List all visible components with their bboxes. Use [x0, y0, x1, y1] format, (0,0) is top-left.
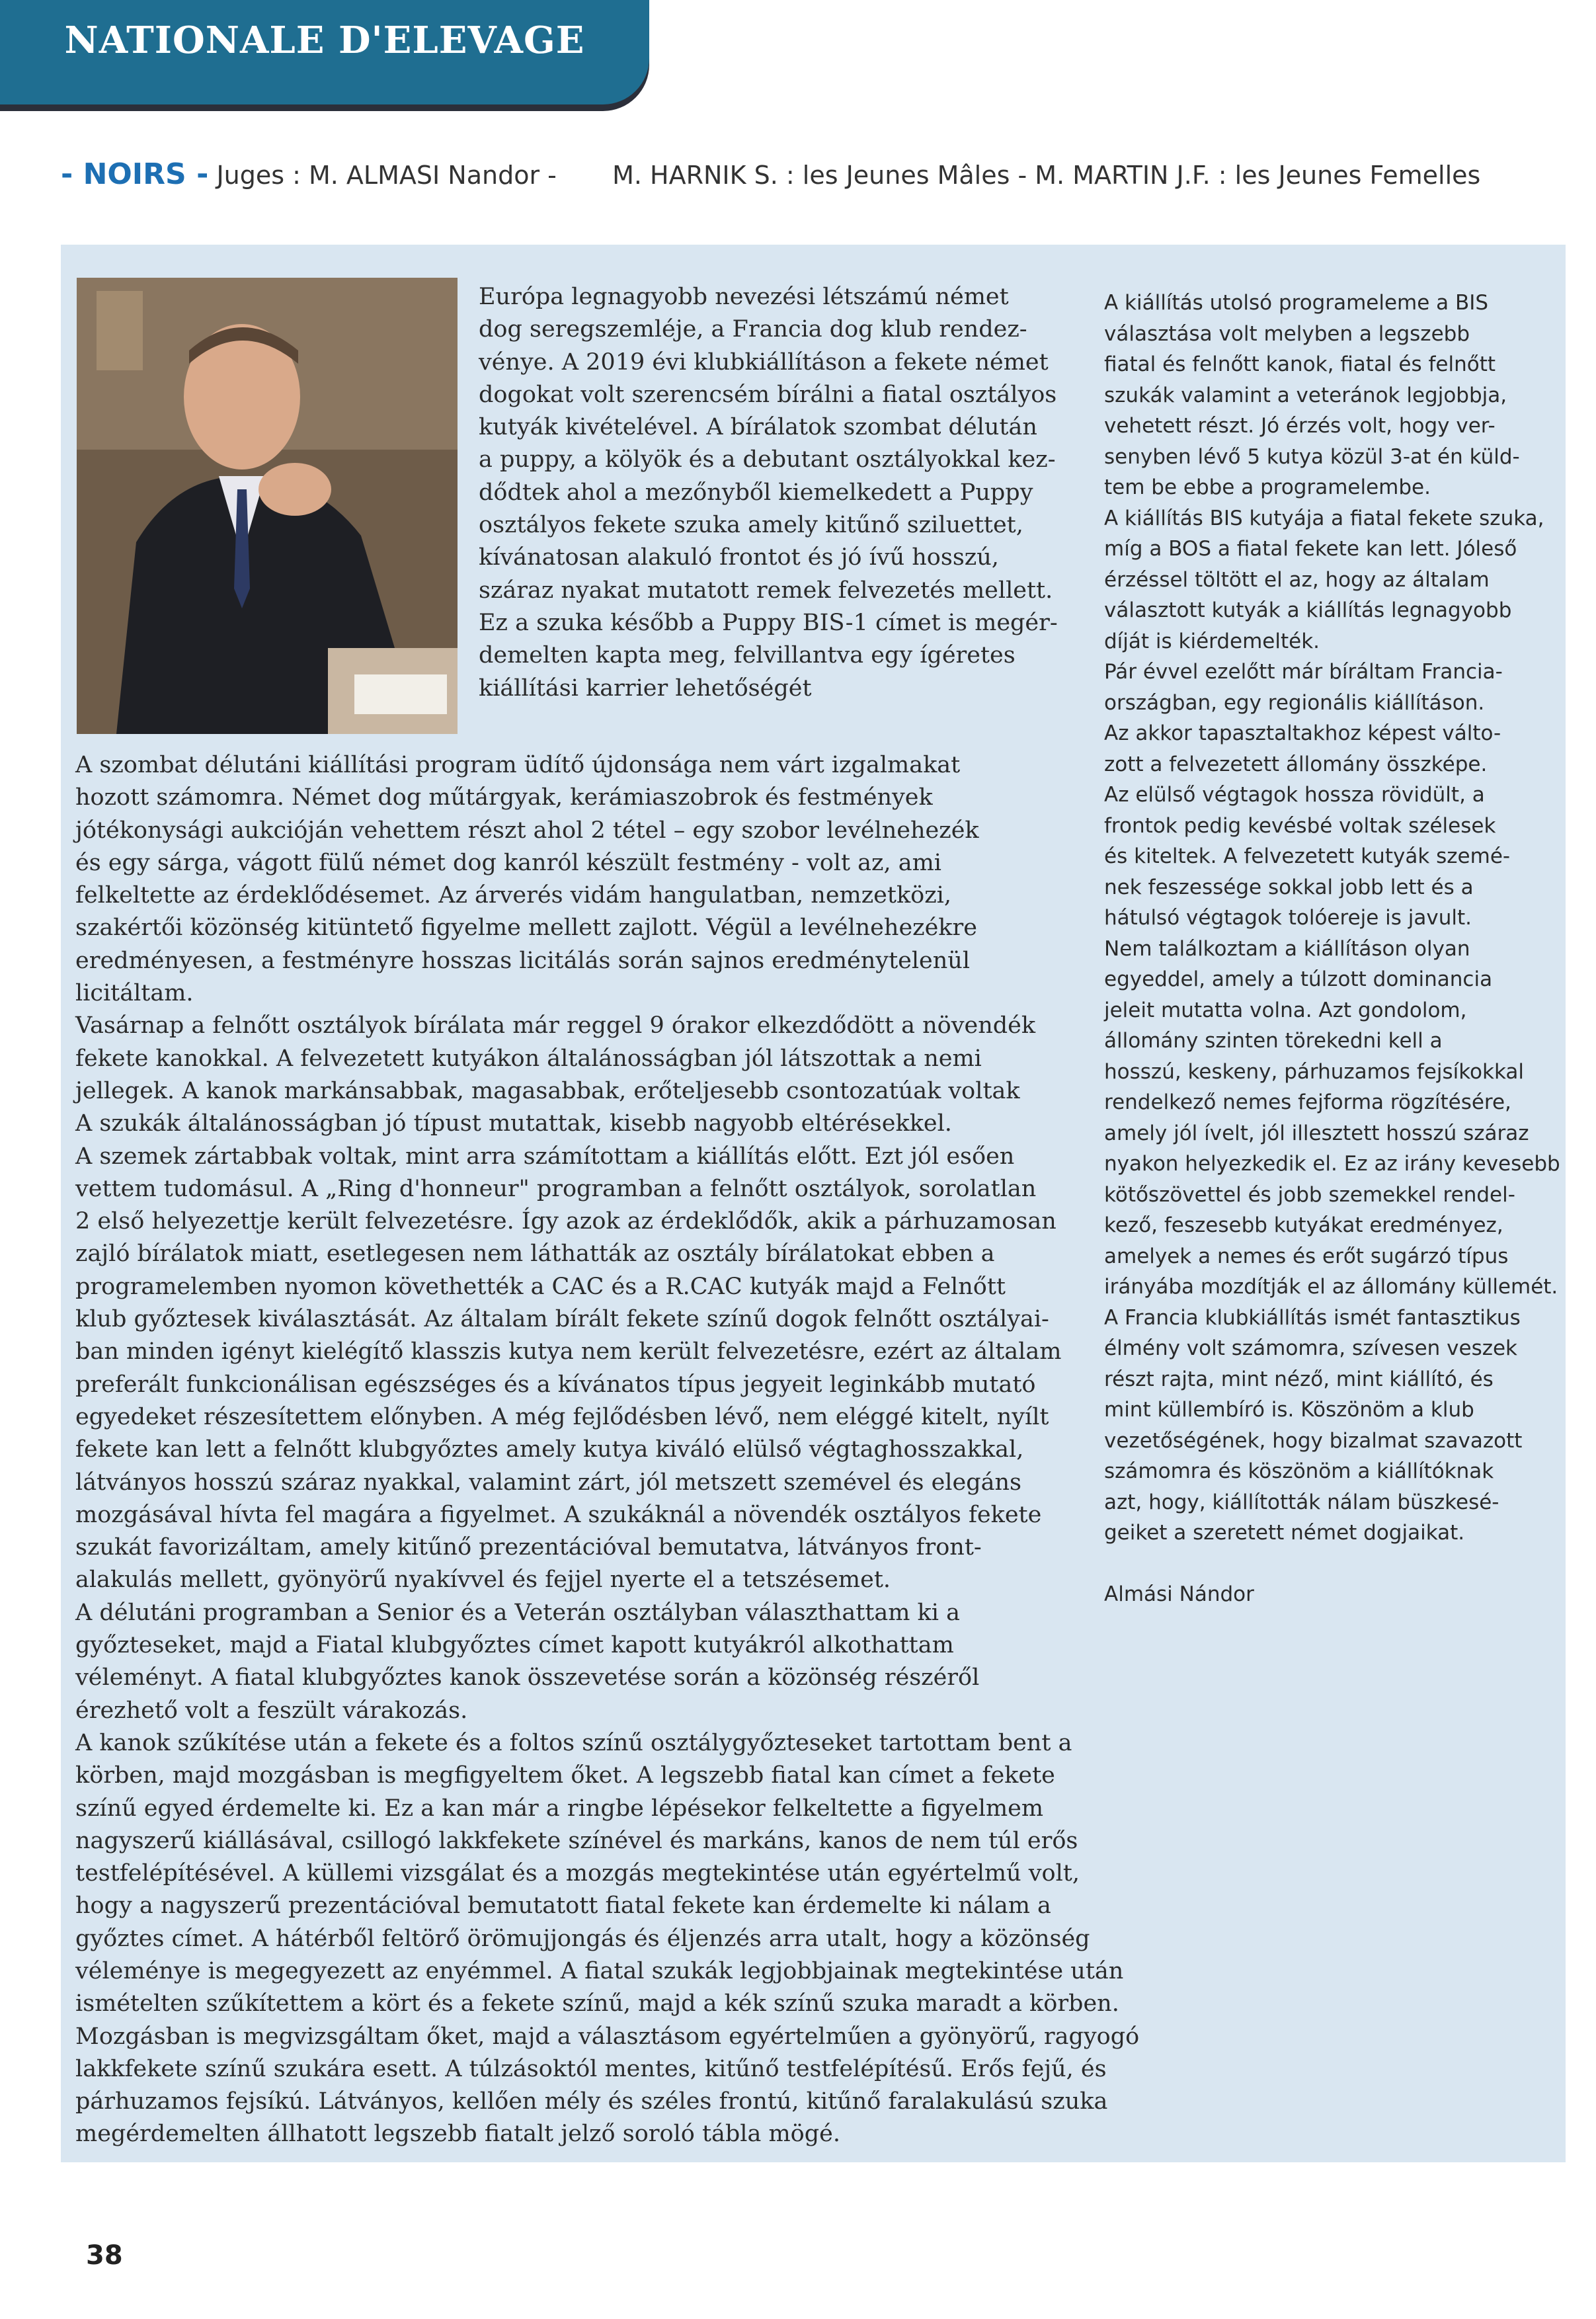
text-line: vezetőségének, hogy bizalmat szavazott — [1104, 1428, 1523, 1453]
section-label: - NOIRS - — [61, 157, 209, 191]
text-line: azt, hogy, kiállították nálam büszkesé- — [1104, 1490, 1499, 1514]
text-line: és kiteltek. A felvezetett kutyák szemé- — [1104, 844, 1511, 868]
text-line: dődtek ahol a mezőnyből kiemelkedett a Puppy — [479, 479, 1033, 506]
text-line: színű egyed érdemelte ki. Ez a kan már a ringbe lépésekor felkeltette a figyelmem — [75, 1795, 1044, 1822]
text-line: Az elülső végtagok hossza rövidült, a — [1104, 783, 1485, 807]
judges-part2: M. HARNIK S. : les Jeunes Mâles - M. MARTIN J.F. : les Jeunes Femelles — [612, 161, 1481, 190]
text-line: állomány szinten törekedni kell a — [1104, 1029, 1443, 1053]
text-line: amely jól ívelt, jól illesztett hosszú száraz — [1104, 1121, 1529, 1145]
text-line: A szemek zártabbak voltak, mint arra számítottam a kiállítás előtt. Ezt jól esően — [75, 1143, 1015, 1170]
text-line: nagyszerű kiállásával, csillogó lakkfekete színével és markáns, kanos de nem túl erős — [75, 1827, 1078, 1854]
text-line: nyakon helyezkedik el. Ez az irány kevesebb — [1104, 1152, 1560, 1176]
text-line: és egy sárga, vágott fülű német dog kanról készült festmény - volt az, ami — [75, 849, 941, 876]
text-line: szakértői közönség kitüntető figyelme mellett zajlott. Végül a levélnehezékre — [75, 915, 977, 942]
text-line: felkeltette az érdeklődésemet. Az árverés vidám hangulatban, nemzetközi, — [75, 882, 951, 909]
text-line: testfelépítésével. A küllemi vizsgálat és a mozgás megtekintése után egyértelmű volt, — [75, 1860, 1080, 1887]
text-line: véleménye is megegyezett az enyémmel. A fiatal szukák legjobbjainak megtekintése után — [75, 1957, 1124, 1984]
text-line — [1104, 1549, 1560, 1580]
text-line: megérdemelten állhatott legszebb fiatalt jelző soroló tábla mögé. — [75, 2121, 840, 2148]
text-line: alakulás mellett, gyönyörű nyakívvel és fejjel nyerte el a tetszésemet. — [75, 1566, 891, 1594]
judges-line — [61, 157, 1480, 191]
text-line: fiatal és felnőtt kanok, fiatal és felnőtt — [1104, 352, 1496, 376]
text-line: élmény volt számomra, szívesen veszek — [1104, 1336, 1518, 1360]
text-line: választott kutyák a kiállítás legnagyobb — [1104, 598, 1512, 622]
text-line: míg a BOS a fiatal fekete kan lett. Jóleső — [1104, 537, 1517, 561]
text-line: jellegek. A kanok markánsabbak, magasabbak, erőteljesebb csontozatúak voltak — [75, 1077, 1020, 1104]
text-line: érzéssel töltött el az, hogy az általam — [1104, 567, 1490, 592]
text-line: Pár évvel ezelőtt már bíráltam Francia- — [1104, 660, 1503, 684]
text-line: szukák valamint a veteránok legjobbja, — [1104, 383, 1507, 407]
page-title: NATIONALE D'ELEVAGE — [64, 19, 585, 62]
text-line: A délutáni programban a Senior és a Veterán osztályban választhattam ki a — [75, 1599, 960, 1626]
text-line: osztályos fekete szuka amely kitűnő sziluettet, — [479, 512, 1023, 539]
side-column-text — [1104, 288, 1560, 1610]
text-line: A kiállítás utolsó programeleme a BIS — [1104, 291, 1489, 315]
text-line: Az akkor tapasztaltakhoz képest válto- — [1104, 721, 1501, 745]
text-line: fekete kan lett a felnőtt klubgyőztes amely kutya kiváló elülső végtaghosszakkal, — [75, 1436, 1024, 1463]
intro-text — [479, 281, 1058, 705]
text-line: A szukák általánosságban jó típust mutattak, kisebb nagyobb eltérésekkel. — [75, 1110, 952, 1137]
text-line: licitáltam. — [75, 980, 194, 1007]
text-line: dog seregszemléje, a Francia dog klub rendez- — [479, 316, 1027, 343]
text-line: zajló bírálatok miatt, esetlegesen nem láthatták az osztály bírálatokat ebben a — [75, 1241, 995, 1268]
text-line: kívánatosan alakuló frontot és jó ívű hosszú, — [479, 544, 999, 571]
text-line: Vasárnap a felnőtt osztályok bírálata már reggel 9 órakor elkezdődött a növendék — [75, 1012, 1036, 1039]
text-line: mint küllembíró is. Köszönöm a klub — [1104, 1398, 1474, 1422]
text-line: egyedeket részesítettem előnyben. A még fejlődésben lévő, nem eléggé kitelt, nyílt — [75, 1403, 1049, 1430]
text-line: eredményesen, a festményre hosszas licitálás során sajnos eredménytelenül — [75, 947, 971, 974]
text-line: párhuzamos fejsíkú. Látványos, kellően mély és széles frontú, kitűnő faralakulású szuka — [75, 2088, 1108, 2115]
text-line: kező, feszesebb kutyákat eredményez, — [1104, 1213, 1503, 1237]
text-line: a puppy, a kölyök és a debutant osztályokkal kez- — [479, 446, 1056, 473]
portrait-photo — [77, 278, 458, 734]
text-line: száraz nyakat mutatott remek felvezetés mellett. — [479, 577, 1053, 604]
text-line: vehetett részt. Jó érzés volt, hogy ver- — [1104, 414, 1496, 438]
text-line: geiket a szeretett német dogjaikat. — [1104, 1521, 1465, 1545]
text-line: Európa legnagyobb nevezési létszámú német — [479, 284, 1009, 310]
text-line: hozott számomra. Német dog műtárgyak, kerámiaszobrok és festmények — [75, 784, 933, 811]
text-line: Ez a szuka később a Puppy BIS-1 címet is megér- — [479, 609, 1058, 636]
text-line: vénye. A 2019 évi klubkiállításon a fekete német — [479, 348, 1049, 376]
text-line: tem be ebbe a programelembe. — [1104, 475, 1431, 499]
text-line: zott a felvezetett állomány összképe. — [1104, 752, 1488, 776]
body-text — [75, 749, 1139, 2151]
text-line: nek feszessége sokkal jobb lett és a — [1104, 875, 1474, 899]
judges-part1: Juges : M. ALMASI Nandor - — [216, 161, 557, 190]
text-line: ban minden igényt kielégítő klasszis kutya nem került felvezetésre, ezért az általam — [75, 1338, 1062, 1365]
text-line: díját is kiérdemelték. — [1104, 629, 1320, 653]
text-line: hátulsó végtagok tolóereje is javult. — [1104, 906, 1472, 930]
text-line: frontok pedig kevésbé voltak szélesek — [1104, 813, 1496, 838]
text-line: Nem találkoztam a kiállításon olyan — [1104, 936, 1470, 961]
text-line: jeleit mutatta volna. Azt gondolom, — [1104, 998, 1467, 1022]
text-line: A kanok szűkítése után a fekete és a foltos színű osztálygyőzteseket tartottam bent a — [75, 1729, 1072, 1756]
text-line: 2 első helyezettje került felvezetésre. Így azok az érdeklődők, akik a párhuzamosan — [75, 1208, 1057, 1235]
text-line: klub győztesek kiválasztását. Az általam bírált fekete színű dogok felnőtt osztályai- — [75, 1306, 1049, 1333]
text-line: fekete kanokkal. A felvezetett kutyákon általánosságban jól látszottak a nemi — [75, 1045, 982, 1072]
text-line: jótékonysági aukcióján vehettem részt ahol 2 tétel – egy szobor levélnehezék — [75, 817, 979, 844]
text-line: hosszú, keskeny, párhuzamos fejsíkokkal — [1104, 1059, 1524, 1084]
page-number: 38 — [86, 2240, 123, 2271]
text-line: hogy a nagyszerű prezentációval bemutatott fiatal fekete kan érdemelte ki nálam a — [75, 1892, 1051, 1920]
text-line: preferált funkcionálisan egészséges és a kívánatos típus jegyeit leginkább mutató — [75, 1371, 1036, 1398]
text-line: irányába mozdítják el az állomány küllemét. — [1104, 1275, 1558, 1299]
text-line: országban, egy regionális kiállításon. — [1104, 690, 1485, 715]
text-line: vettem tudomásul. A „Ring d'honneur" programban a felnőtt osztályok, sorolatlan — [75, 1175, 1037, 1202]
text-line: rendelkező nemes fejforma rögzítésére, — [1104, 1090, 1511, 1114]
text-line: A szombat délutáni kiállítási program üdítő újdonsága nem várt izgalmakat — [75, 752, 961, 778]
text-line: részt rajta, mint néző, mint kiállító, és — [1104, 1367, 1494, 1391]
text-line: kötőszövettel és jobb szemekkel rendel- — [1104, 1182, 1515, 1207]
text-line: számomra és köszönöm a kiállítóknak — [1104, 1459, 1494, 1483]
text-line: mozgásával hívta fel magára a figyelmet. A szukáknál a növendék osztályos fekete — [75, 1501, 1042, 1528]
text-line: kiállítási karrier lehetőségét — [479, 674, 812, 702]
text-line: A kiállítás BIS kutyája a fiatal fekete szuka, — [1104, 506, 1544, 530]
text-line: látványos hosszú száraz nyakkal, valamint zárt, jól metszett szemével és elegáns — [75, 1469, 1021, 1496]
text-line: választása volt melyben a legszebb — [1104, 321, 1470, 346]
author-signature: Almási Nándor — [1104, 1582, 1254, 1606]
text-line: programelemben nyomon követhették a CAC és a R.CAC kutyák majd a Felnőtt — [75, 1273, 1006, 1300]
text-line: senyben lévő 5 kutya közül 3-at én küld- — [1104, 444, 1520, 469]
text-line: A Francia klubkiállítás ismét fantasztikus — [1104, 1305, 1521, 1330]
text-line: amelyek a nemes és erőt sugárzó típus — [1104, 1244, 1509, 1268]
text-line: győzteseket, majd a Fiatal klubgyőztes címet kapott kutyákról alkothattam — [75, 1632, 954, 1659]
text-line: érezhető volt a feszült várakozás. — [75, 1697, 468, 1724]
text-line: dogokat volt szerencsém bírálni a fiatal osztályos — [479, 381, 1057, 408]
text-line: véleményt. A fiatal klubgyőztes kanok összevetése során a közönség részéről — [75, 1664, 980, 1691]
text-line: ismételten szűkítettem a kört és a fekete színű, majd a kék színű szuka maradt a körben. — [75, 1990, 1119, 2017]
text-line: lakkfekete színű szukára esett. A túlzásoktól mentes, kitűnő testfelépítésű. Erős fejű, és — [75, 2055, 1107, 2082]
text-line: körben, majd mozgásban is megfigyeltem őket. A legszebb fiatal kan címet a fekete — [75, 1762, 1055, 1789]
text-line: kutyák kivételével. A bírálatok szombat délután — [479, 414, 1037, 441]
text-line: egyeddel, amely a túlzott dominancia — [1104, 967, 1493, 991]
text-line: győztes címet. A hátérből feltörő örömujjongás és éljenzés arra utalt, hogy a közönség — [75, 1925, 1090, 1952]
text-line: demelten kapta meg, felvillantva egy ígéretes — [479, 642, 1016, 669]
portrait-illustration — [77, 278, 458, 734]
text-line: Mozgásban is megvizsgáltam őket, majd a választásom egyértelműen a gyönyörű, ragyogó — [75, 2023, 1140, 2050]
text-line: szukát favorizáltam, amely kitűnő prezentációval bemutatva, látványos front- — [75, 1534, 982, 1561]
